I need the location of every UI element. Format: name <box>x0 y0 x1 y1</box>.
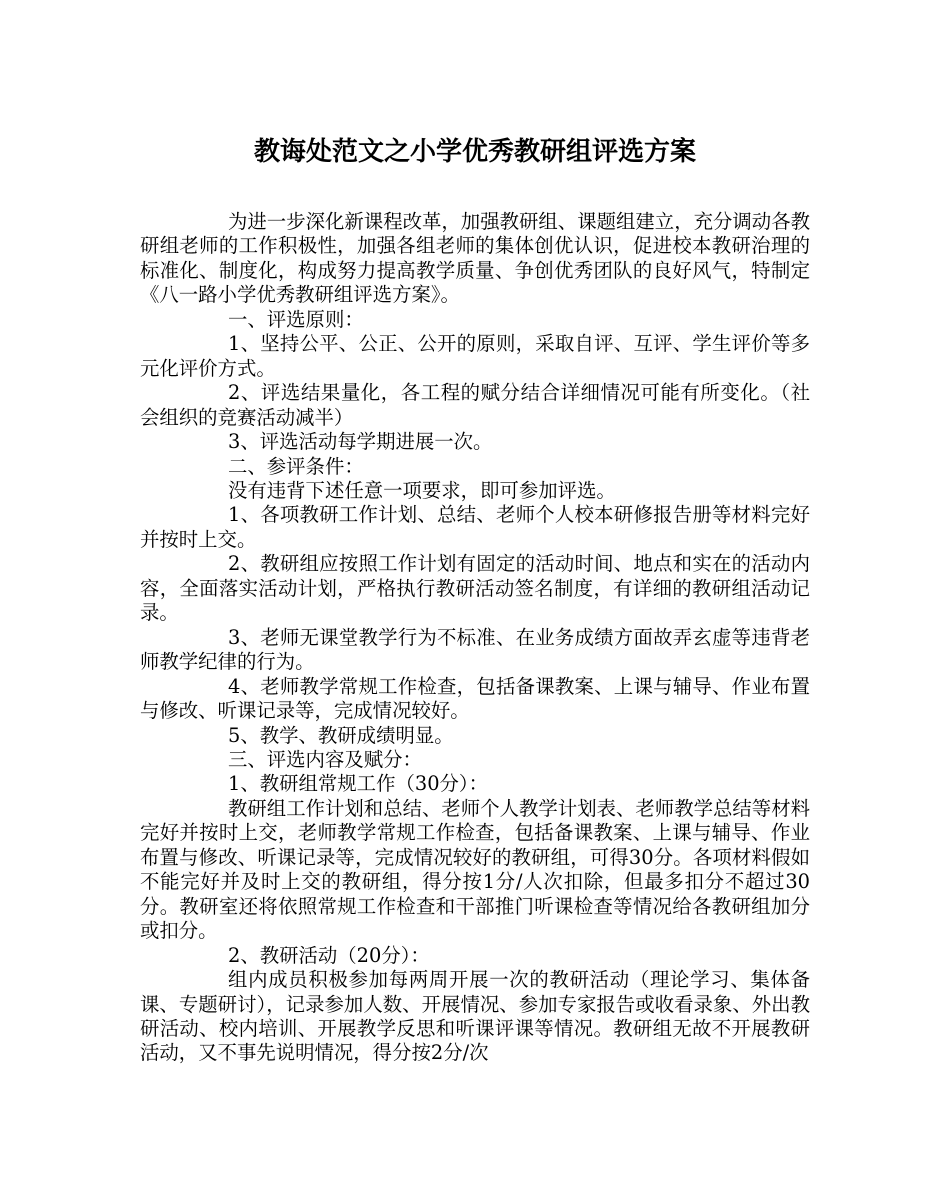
paragraph: 3、评选活动每学期进展一次。 <box>228 430 493 454</box>
section-heading-content: 三、评选内容及赋分： <box>228 747 422 771</box>
document-title: 教诲处范文之小学优秀教研组评选方案 <box>253 137 696 167</box>
paragraph: 教研组工作计划和总结、老师个人教学计划表、老师教学总结等材料完好并按时上交，老师教学常规工作检查，包括备课教案、上课与辅导、作业布置与修改、听课记录等，完成情况较好的教研组，可得30分。各项材料假如不能完好并及时上交的教研组，得分按1分/人次扣除，但最多扣分不超过30分。教研室还将依照常规工作检查和干部推门听课检查等情况给各教研组加分或扣分。 <box>140 796 810 943</box>
paragraph-intro: 为进一步深化新课程改革，加强教研组、课题组建立，充分调动各教研组老师的工作积极性，加强各组老师的集体创优认识，促进校本教研治理的标准化、制度化，构成努力提高教学质量、争创优秀团队的良好风气，特制定《八一路小学优秀教研组评选方案》。 <box>140 210 810 307</box>
section-heading-principles: 一、评选原则： <box>228 307 364 331</box>
document-body <box>140 210 810 1066</box>
subsection-heading-routine: 1、教研组常规工作（30分）： <box>228 772 488 796</box>
paragraph: 5、教学、教研成绩明显。 <box>228 723 454 747</box>
paragraph: 1、坚持公平、公正、公开的原则，采取自评、互评、学生评价等多元化评价方式。 <box>140 332 810 380</box>
paragraph: 没有违背下述任意一项要求，即可参加评选。 <box>228 478 616 502</box>
paragraph: 4、老师教学常规工作检查，包括备课教案、上课与辅导、作业布置与修改、听课记录等，完成情况较好。 <box>140 674 810 723</box>
paragraph: 3、老师无课堂教学行为不标准、在业务成绩方面故弄玄虚等违背老师教学纪律的行为。 <box>140 625 810 674</box>
paragraph: 2、教研组应按照工作计划有固定的活动时间、地点和实在的活动内容，全面落实活动计划，严格执行教研活动签名制度，有详细的教研组活动记录。 <box>140 552 810 625</box>
paragraph: 1、各项教研工作计划、总结、老师个人校本研修报告册等材料完好并按时上交。 <box>140 503 810 551</box>
paragraph: 2、评选结果量化，各工程的赋分结合详细情况可能有所变化。（社会组织的竞赛活动减半） <box>140 381 810 429</box>
paragraph: 组内成员积极参加每两周开展一次的教研活动（理论学习、集体备课、专题研讨），记录参加人数、开展情况、参加专家报告或收看录象、外出教研活动、校内培训、开展教学反思和听课评课等情况。教研组无故不开展教研活动，又不事先说明情况，得分按2分/次 <box>140 968 810 1065</box>
section-heading-conditions: 二、参评条件： <box>228 454 364 478</box>
subsection-heading-activities: 2、教研活动（20分）： <box>228 943 430 967</box>
